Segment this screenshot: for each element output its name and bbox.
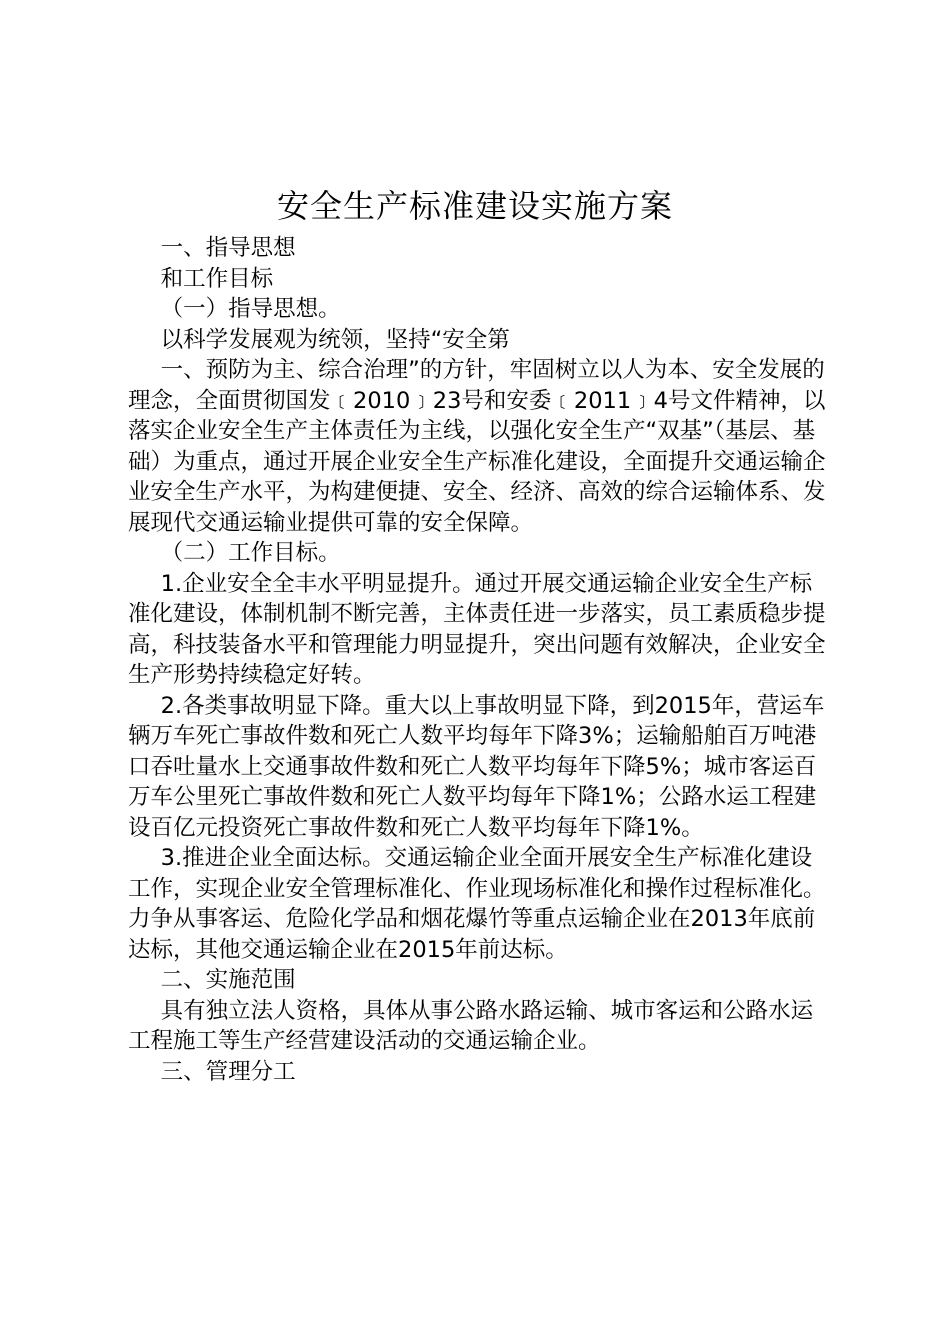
document-body xyxy=(128,233,828,1087)
subheading-guiding-ideology: （一）指导思想。 xyxy=(160,296,341,322)
paragraph-policy: 一、预防为主、综合治理”的方针，牢固树立以人为本、安全发展的理念，全面贯彻国发﹝2010﹞23号和安委﹝2011﹞4号文件精神，以落实企业安全生产主体责任为主线，以强化安全生产“双基”（基层、基础）为重点，通过开展企业安全生产标准化建设，全面提升交通运输企业安全生产水平，为构建便捷、安全、经济、高效的综合运输体系、发展现代交通运输业提供可靠的安全保障。 xyxy=(128,357,826,536)
paragraph-goal-3: 3.推进企业全面达标。交通运输企业全面开展安全生产标准化建设工作，实现企业安全管理标准化、作业现场标准化和操作过程标准化。力争从事客运、危险化学品和烟花爆竹等重点运输企业在2013年底前达标，其他交通运输企业在2015年前达标。 xyxy=(128,845,826,963)
heading-scope: 二、实施范围 xyxy=(160,967,296,993)
paragraph-intro: 以科学发展观为统领，坚持“安全第 xyxy=(160,326,510,353)
paragraph-goal-2: 2.各类事故明显下降。重大以上事故明显下降，到2015年，营运车辆万车死亡事故件数和死亡人数平均每年下降3%；运输船舶百万吨港口吞吐量水上交通事故件数和死亡人数平均每年下降5%；城市客运百万车公里死亡事故件数和死亡人数平均每年下降1%；公路水运工程建设百亿元投资死亡事故件数和死亡人数平均每年下降1%。 xyxy=(128,692,825,841)
heading-continuation: 和工作目标 xyxy=(160,265,274,292)
paragraph-goal-1: 1.企业安全全丰水平明显提升。通过开展交通运输企业安全生产标准化建设，体制机制不断完善，主体责任进一步落实，员工素质稳步提高，科技装备水平和管理能力明显提升，突出问题有效解决，企业安全生产形势持续稳定好转。 xyxy=(128,570,826,688)
paragraph-scope: 具有独立法人资格，具体从事公路水路运输、城市客运和公路水运工程施工等生产经营建设活动的交通运输企业。 xyxy=(128,997,814,1054)
document-title: 安全生产标准建设实施方案 xyxy=(276,187,673,225)
heading-guiding-ideology: 一、指导思想 xyxy=(160,235,296,261)
subheading-work-goals: （二）工作目标。 xyxy=(160,540,341,566)
heading-management: 三、管理分工 xyxy=(160,1058,296,1085)
